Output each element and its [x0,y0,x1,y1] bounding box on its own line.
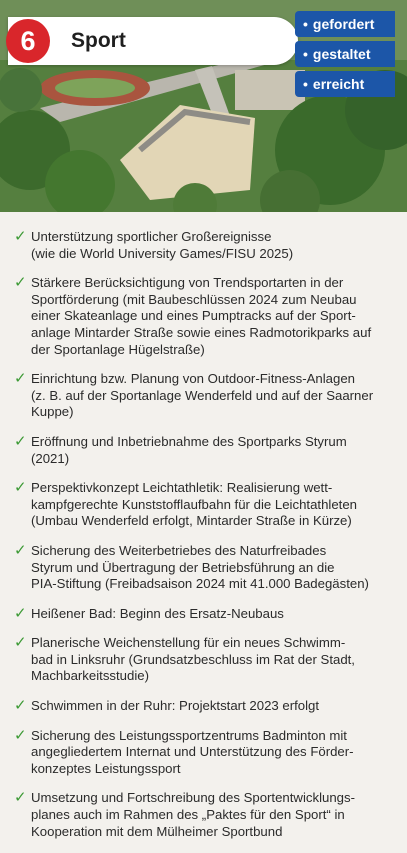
tag-erreicht [295,71,395,97]
list-item-text: Unterstützung sportlicher Großereignisse (wie die World University Games/FISU 2025) [31,229,294,261]
tag-gestaltet [295,41,395,67]
list-item-text: Sicherung des Leistungssportzentrums Badminton mit angegliedertem Internat und Unterstützung des Förder- konzeptes Leistungssport [31,727,354,776]
checkmark-icon: ✓ [14,228,27,245]
checkmark-icon: ✓ [14,604,27,622]
tag-label: gestaltet [312,46,371,62]
title-bar [8,17,298,65]
tag-label: gefordert [312,16,375,32]
list-item [14,635,392,685]
list-item-text: Stärkere Berücksichtigung von Trendsportarten in der Sportförderung (mit Baubeschlüssen 2024 zum Neubau einer Skateanlage und eines Pumptracks auf der Sport- anlage Mintarder Straße sowie eines Radmotorikparks auf der Sportanlage Hügelstraße) [31,275,372,357]
checkmark-icon: ✓ [14,697,27,715]
list-item-text: Umsetzung und Fortschreibung des Sportentwicklungs- planes auch im Rahmen des „Paktes für den Sport“ in Kooperation mit dem Mülheimer Sportbund [31,790,355,839]
list-item-text: Planerische Weichenstellung für ein neues Schwimm- bad in Linksruhr (Grundsatzbeschluss im Rat der Stadt, Machbarkeitsstudie) [31,635,355,684]
bullet-icon: • [303,46,308,62]
list-item [14,790,392,840]
list-item-text: Einrichtung bzw. Planung von Outdoor-Fitness-Anlagen (z. B. auf der Sportanlage Wenderfeld und auf der Saarner Kuppe) [31,371,374,420]
section-title: Sport [71,29,126,52]
list-item-text: Eröffnung und Inbetriebnahme des Sportparks Styrum (2021) [31,433,347,466]
list-item [14,728,392,778]
checkmark-icon: ✓ [14,479,27,497]
tag-gefordert [295,11,395,37]
bullet-icon: • [303,16,308,32]
bullet-icon: • [303,76,308,92]
status-tags [295,11,395,101]
checkmark-icon: ✓ [14,541,27,559]
list-item [14,698,392,715]
checkmark-icon: ✓ [14,726,27,744]
checkmark-icon: ✓ [14,432,27,450]
list-item-text: Heißener Bad: Beginn des Ersatz-Neubaus [31,605,284,621]
tag-label: erreicht [312,76,365,92]
list-item [14,480,392,530]
checkmark-icon: ✓ [14,634,27,652]
list-item [14,606,392,623]
list-item-text: Sicherung des Weiterbetriebes des Naturfreibades Styrum und Übertragung der Betriebsführung an die PIA-Stiftung (Freibadsaison 2024 mit 41.000 Badegästen) [31,542,369,592]
list-item [14,275,392,358]
list-item [14,434,392,467]
list-item-text: Perspektivkonzept Leichtathletik: Realisierung wett- kampfgerechte Kunststofflaufbahn für die Leichtathleten (Umbau Wenderfeld erfolgt, Mintarder Straße in Kürze) [31,480,357,529]
list-item [14,229,392,262]
checkmark-icon: ✓ [14,789,27,807]
achievement-list [14,229,392,853]
list-item [14,371,392,421]
checkmark-icon: ✓ [14,370,27,388]
list-item-text: Schwimmen in der Ruhr: Projektstart 2023 erfolgt [31,698,320,714]
checkmark-icon: ✓ [14,274,27,292]
section-number-badge: 6 [6,19,50,63]
list-item [14,543,392,593]
